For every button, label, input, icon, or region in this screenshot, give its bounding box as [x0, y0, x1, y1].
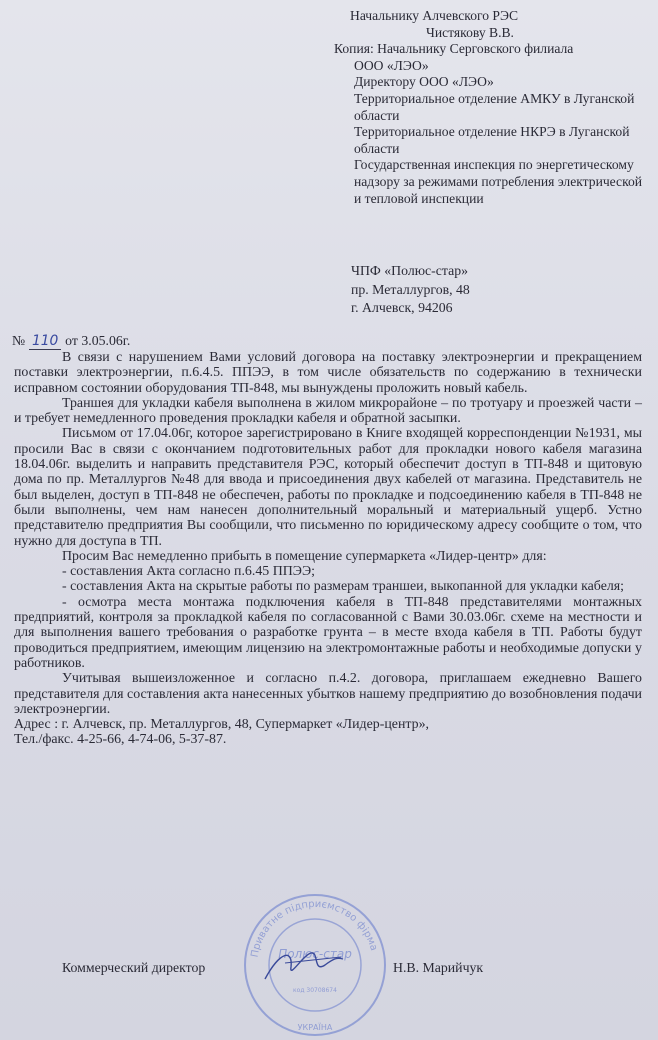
stamp-ring-text: Приватне підприємство фірма: [249, 898, 380, 959]
registration-line: [12, 333, 130, 350]
addressee-line: Чистякову В.В.: [426, 24, 514, 40]
addressee-block: [334, 8, 650, 207]
letter-body: [14, 350, 642, 748]
stamp-center-text: Полюс-стар: [278, 947, 352, 961]
paragraph: Письмом от 17.04.06г, которое зарегистрировано в Книге входящей корреспонденции №1931, мы просили Вас в связи с окончанием подготовительных работ для прокладки нового кабеля магазина 18.04.06г. выделить и направить представителя РЭС, который обеспечит доступ в ТП-848 и щитовую дома по пр. Металлургов №48 для ввода и присоединения двух кабелей от магазина. Представитель не был выделен, доступ в ТП-848 не обеспечен, работы по прокладке и подсоединению кабеля в ТП-848 не были выполнены, чем нам нанесен дополнительный моральный и материальный ущерб. Устно представителю предприятия Вы сообщили, что письменно по юридическому адресу сообщите о том, что нужно для доступа в ТП.: [14, 426, 642, 549]
list-item: - составления Акта на скрытые работы по размерам траншеи, выкопанной для укладки кабеля;: [62, 579, 625, 595]
addressee-line: ООО «ЛЭО»: [354, 57, 429, 73]
paragraph: Учитывая вышеизложенное и согласно п.4.2. договора, приглашаем ежедневно Вашего представителя для составления акта нанесенных убытков нашему предприятию до возобновления подачи электроэнергии.: [14, 671, 642, 717]
signatory-role: Коммерческий директор: [62, 960, 206, 975]
stamp-country: УКРАЇНА: [297, 1023, 333, 1032]
addressee-line: Начальнику Алчевского РЭС: [350, 8, 519, 23]
addressee-line: Копия: Начальнику Серговского филиала: [334, 41, 574, 57]
signatory-name: Н.В. Марийчук: [393, 960, 484, 975]
paragraph: В связи с нарушением Вами условий договора на поставку электроэнергии и прекращением поставки электроэнергии, п.6.4.5. ППЭЭ, в том числе обязательств по содержанию в технически исправном состоянии оборудования ТП-848, мы вынуждены проложить новый кабель.: [14, 350, 642, 396]
addressee-line: Директору ООО «ЛЭО»: [354, 74, 494, 90]
handwritten-signature: [245, 945, 355, 985]
addressee-line: Территориальное отделение НКРЭ в Луганской области: [354, 124, 630, 156]
sender-block: [351, 262, 470, 318]
phone-line: Тел./факс. 4-25-66, 4-74-06, 5-37-87.: [14, 732, 227, 748]
list-item: - составления Акта согласно п.6.45 ППЭЭ;: [62, 564, 315, 580]
paragraph: Траншея для укладки кабеля выполнена в жилом микрорайоне – по тротуару и проезжей части – и требует немедленного проведения прокладки кабеля и обратной засыпки.: [14, 395, 642, 427]
stamp-code: код 30708674: [293, 987, 337, 994]
list-item: - осмотра места монтажа подключения кабеля в ТП-848 представителями монтажных предприятий, контроля за прокладкой кабеля по согласованной с Вами 30.03.06г. схеме на местности и для выполнения вашего требования о разработке грунта – в месте входа кабеля в ТП. Работы будут проводиться предприятием, имеющим лицензию на электромонтажные работы и необходимые допуски у работников.: [14, 594, 642, 671]
addressee-line: Территориальное отделение АМКУ в Луганской области: [354, 90, 635, 123]
sender-city: г. Алчевск, 94206: [351, 300, 453, 315]
registration-prefix: №: [12, 333, 26, 348]
paragraph: Просим Вас немедленно прибыть в помещение супермаркета «Лидер-центр» для:: [62, 548, 547, 564]
registration-date: от 3.05.06г.: [65, 333, 131, 348]
sender-name: ЧПФ «Полюс-стар»: [351, 263, 469, 278]
addressee-line: Государственная инспекция по энергетическому надзору за режимами потребления электрической и тепловой инспекции: [354, 157, 643, 206]
registration-number: 110: [29, 333, 61, 350]
sender-street: пр. Металлургов, 48: [351, 281, 470, 297]
address-line: Адрес : г. Алчевск, пр. Металлургов, 48, Супермаркет «Лидер-центр»,: [14, 717, 429, 733]
